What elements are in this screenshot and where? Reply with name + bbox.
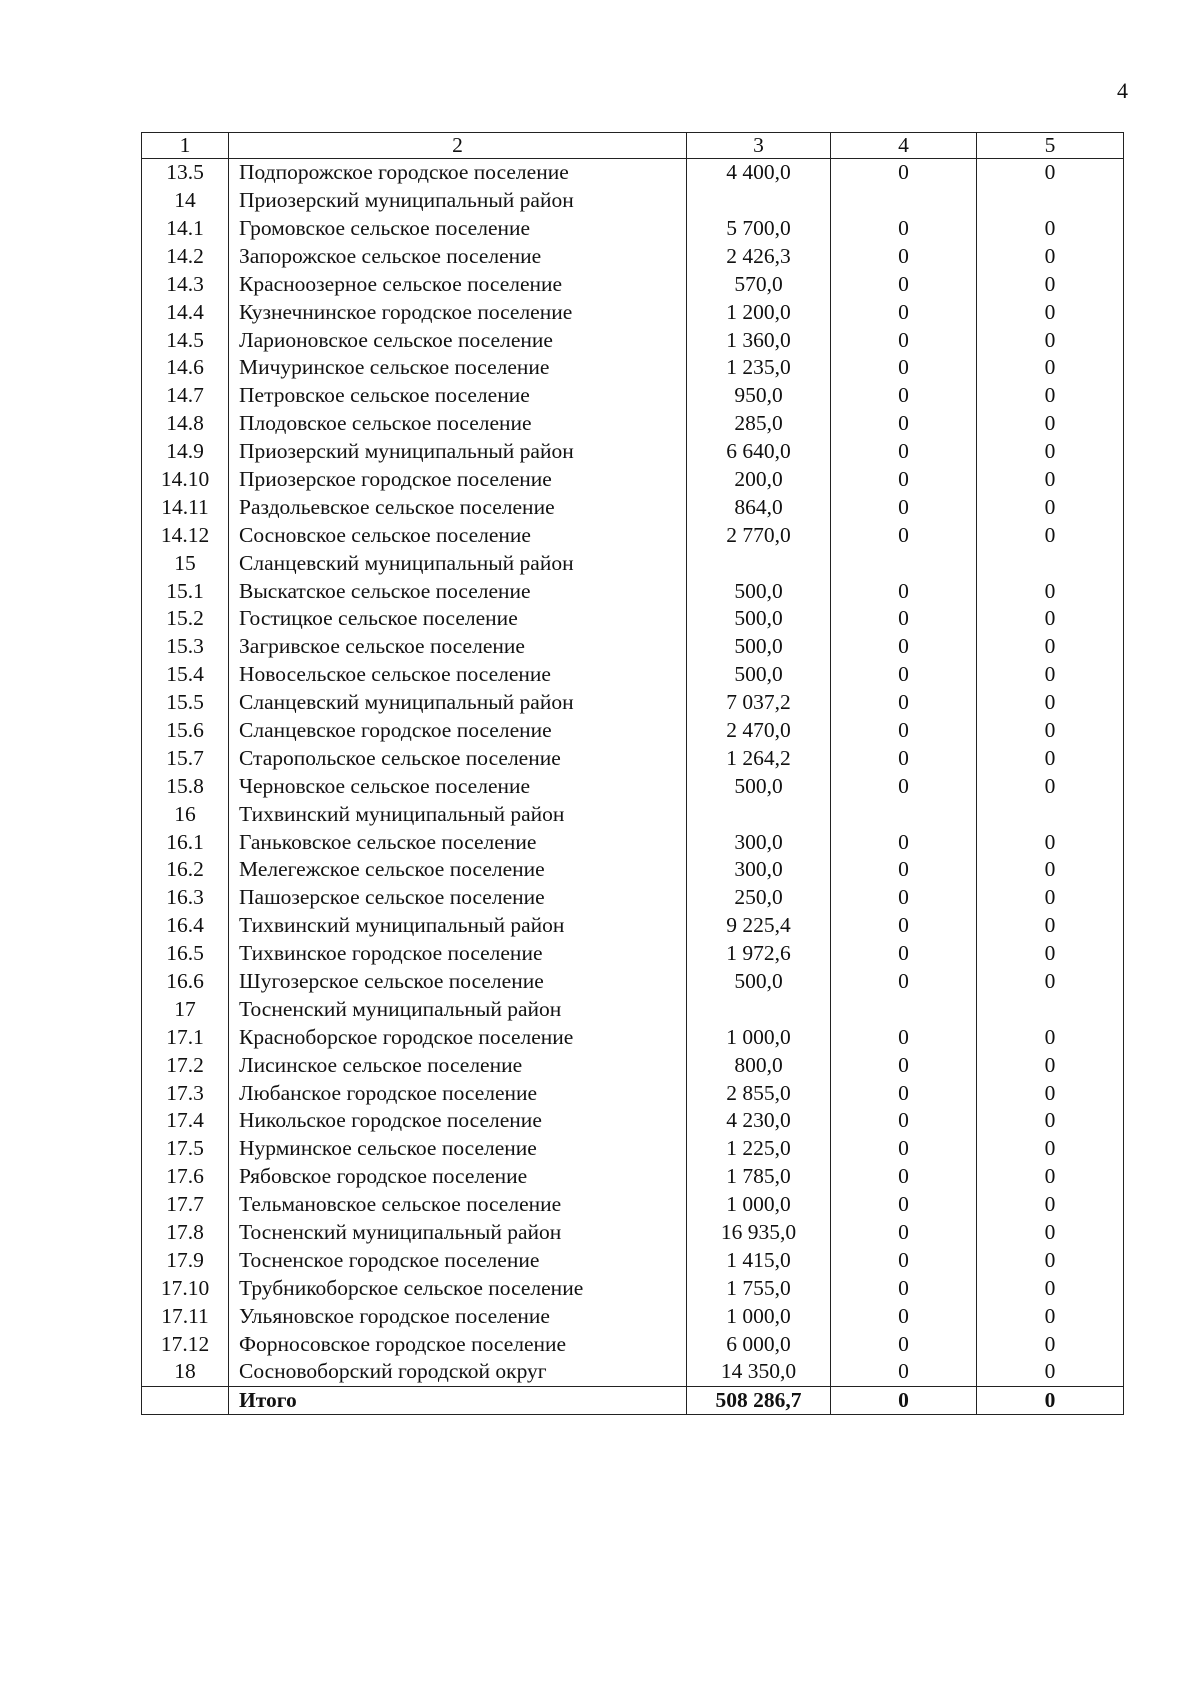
table-row [142, 382, 1124, 410]
table-row [142, 661, 1124, 689]
col5-value-cell: 0 [977, 1275, 1124, 1303]
row-number-cell: 17.12 [142, 1330, 229, 1358]
col5-value-cell: 0 [977, 1079, 1124, 1107]
table-row [142, 243, 1124, 271]
col3-value-cell: 1 360,0 [687, 326, 831, 354]
col5-value-cell: 0 [977, 912, 1124, 940]
col3-value-cell: 500,0 [687, 577, 831, 605]
table-footer [142, 1387, 1124, 1415]
col3-value-cell: 1 755,0 [687, 1275, 831, 1303]
table-row [142, 1303, 1124, 1331]
municipality-name-cell: Сосновское сельское поселение [229, 522, 687, 550]
row-number-cell: 17.9 [142, 1247, 229, 1275]
municipality-name-cell: Громовское сельское поселение [229, 215, 687, 243]
col3-value-cell: 1 200,0 [687, 298, 831, 326]
col5-value-cell: 0 [977, 1052, 1124, 1080]
row-number-cell: 17.7 [142, 1191, 229, 1219]
municipality-name-cell: Сланцевский муниципальный район [229, 549, 687, 577]
row-number-cell: 17.10 [142, 1275, 229, 1303]
table-row [142, 1191, 1124, 1219]
col4-value-cell: 0 [831, 661, 977, 689]
table-row [142, 549, 1124, 577]
municipality-name-cell: Петровское сельское поселение [229, 382, 687, 410]
municipality-name-cell: Новосельское сельское поселение [229, 661, 687, 689]
table-row [142, 940, 1124, 968]
municipality-name-cell: Красноборское городское поселение [229, 1024, 687, 1052]
table-row [142, 271, 1124, 299]
table-row [142, 326, 1124, 354]
row-number-cell: 17.1 [142, 1024, 229, 1052]
col5-value-cell [977, 800, 1124, 828]
col3-value-cell: 250,0 [687, 884, 831, 912]
table-body [142, 159, 1124, 1387]
col4-value-cell: 0 [831, 717, 977, 745]
col3-value-cell: 4 230,0 [687, 1107, 831, 1135]
row-number-cell: 15.3 [142, 633, 229, 661]
col4-value-cell: 0 [831, 215, 977, 243]
municipality-name-cell: Приозерское городское поселение [229, 466, 687, 494]
row-number-cell: 15.7 [142, 745, 229, 773]
col3-value-cell [687, 187, 831, 215]
total-num-cell [142, 1387, 229, 1415]
row-number-cell: 17 [142, 996, 229, 1024]
row-number-cell: 17.5 [142, 1135, 229, 1163]
municipality-name-cell: Нурминское сельское поселение [229, 1135, 687, 1163]
municipality-name-cell: Красноозерное сельское поселение [229, 271, 687, 299]
row-number-cell: 15.2 [142, 605, 229, 633]
col5-value-cell: 0 [977, 354, 1124, 382]
col5-value-cell: 0 [977, 1163, 1124, 1191]
row-number-cell: 16.1 [142, 828, 229, 856]
header-col-4: 4 [831, 133, 977, 159]
col3-value-cell: 1 972,6 [687, 940, 831, 968]
col3-value-cell: 4 400,0 [687, 159, 831, 187]
municipality-name-cell: Шугозерское сельское поселение [229, 968, 687, 996]
table-row [142, 1330, 1124, 1358]
col4-value-cell: 0 [831, 1163, 977, 1191]
col5-value-cell: 0 [977, 410, 1124, 438]
col3-value-cell: 16 935,0 [687, 1219, 831, 1247]
col4-value-cell [831, 800, 977, 828]
col4-value-cell: 0 [831, 745, 977, 773]
header-row [142, 133, 1124, 159]
col3-value-cell [687, 996, 831, 1024]
col3-value-cell: 1 264,2 [687, 745, 831, 773]
col5-value-cell: 0 [977, 828, 1124, 856]
table-row [142, 1247, 1124, 1275]
col4-value-cell: 0 [831, 577, 977, 605]
col4-value-cell: 0 [831, 243, 977, 271]
municipality-name-cell: Трубникоборское сельское поселение [229, 1275, 687, 1303]
row-number-cell: 17.4 [142, 1107, 229, 1135]
row-number-cell: 17.2 [142, 1052, 229, 1080]
row-number-cell: 14 [142, 187, 229, 215]
col3-value-cell: 14 350,0 [687, 1358, 831, 1386]
table-row [142, 494, 1124, 522]
col3-value-cell: 2 426,3 [687, 243, 831, 271]
table-row [142, 410, 1124, 438]
header-col-1: 1 [142, 133, 229, 159]
municipality-name-cell: Форносовское городское поселение [229, 1330, 687, 1358]
row-number-cell: 17.8 [142, 1219, 229, 1247]
col5-value-cell [977, 187, 1124, 215]
col5-value-cell: 0 [977, 1330, 1124, 1358]
municipality-name-cell: Приозерский муниципальный район [229, 187, 687, 215]
municipality-name-cell: Выскатское сельское поселение [229, 577, 687, 605]
col5-value-cell: 0 [977, 605, 1124, 633]
municipality-name-cell: Подпорожское городское поселение [229, 159, 687, 187]
col5-value-cell: 0 [977, 633, 1124, 661]
col4-value-cell: 0 [831, 1191, 977, 1219]
table-row [142, 1107, 1124, 1135]
col5-value-cell: 0 [977, 1358, 1124, 1386]
col3-value-cell: 1 415,0 [687, 1247, 831, 1275]
col4-value-cell: 0 [831, 438, 977, 466]
table-row [142, 912, 1124, 940]
col3-value-cell: 285,0 [687, 410, 831, 438]
col4-value-cell: 0 [831, 856, 977, 884]
municipality-name-cell: Ганьковское сельское поселение [229, 828, 687, 856]
row-number-cell: 14.1 [142, 215, 229, 243]
row-number-cell: 14.5 [142, 326, 229, 354]
col5-value-cell: 0 [977, 1303, 1124, 1331]
col5-value-cell: 0 [977, 215, 1124, 243]
row-number-cell: 14.6 [142, 354, 229, 382]
col4-value-cell: 0 [831, 828, 977, 856]
col3-value-cell: 1 000,0 [687, 1024, 831, 1052]
col3-value-cell: 7 037,2 [687, 689, 831, 717]
municipality-name-cell: Лисинское сельское поселение [229, 1052, 687, 1080]
col3-value-cell: 300,0 [687, 856, 831, 884]
col3-value-cell: 500,0 [687, 661, 831, 689]
col5-value-cell: 0 [977, 243, 1124, 271]
col3-value-cell: 9 225,4 [687, 912, 831, 940]
col5-value-cell: 0 [977, 1219, 1124, 1247]
col3-value-cell [687, 549, 831, 577]
municipality-name-cell: Никольское городское поселение [229, 1107, 687, 1135]
municipality-name-cell: Гостицкое сельское поселение [229, 605, 687, 633]
table-row [142, 1275, 1124, 1303]
col4-value-cell: 0 [831, 354, 977, 382]
col5-value-cell: 0 [977, 298, 1124, 326]
table-row [142, 1135, 1124, 1163]
municipality-name-cell: Приозерский муниципальный район [229, 438, 687, 466]
col3-value-cell: 6 640,0 [687, 438, 831, 466]
total-col4: 0 [831, 1387, 977, 1415]
col3-value-cell: 1 000,0 [687, 1303, 831, 1331]
col3-value-cell: 1 785,0 [687, 1163, 831, 1191]
municipality-name-cell: Пашозерское сельское поселение [229, 884, 687, 912]
col3-value-cell: 2 855,0 [687, 1079, 831, 1107]
col4-value-cell: 0 [831, 326, 977, 354]
col5-value-cell: 0 [977, 661, 1124, 689]
col3-value-cell: 500,0 [687, 605, 831, 633]
col5-value-cell: 0 [977, 159, 1124, 187]
col5-value-cell: 0 [977, 382, 1124, 410]
row-number-cell: 15 [142, 549, 229, 577]
table-row [142, 1219, 1124, 1247]
table-row [142, 354, 1124, 382]
col4-value-cell: 0 [831, 382, 977, 410]
col5-value-cell: 0 [977, 326, 1124, 354]
table-row [142, 689, 1124, 717]
col4-value-cell [831, 187, 977, 215]
municipality-name-cell: Запорожское сельское поселение [229, 243, 687, 271]
col5-value-cell: 0 [977, 271, 1124, 299]
col5-value-cell: 0 [977, 522, 1124, 550]
col5-value-cell: 0 [977, 1247, 1124, 1275]
col4-value-cell [831, 549, 977, 577]
col5-value-cell: 0 [977, 577, 1124, 605]
row-number-cell: 14.4 [142, 298, 229, 326]
municipality-name-cell: Тихвинский муниципальный район [229, 912, 687, 940]
col5-value-cell: 0 [977, 438, 1124, 466]
header-col-3: 3 [687, 133, 831, 159]
municipality-name-cell: Мичуринское сельское поселение [229, 354, 687, 382]
col4-value-cell: 0 [831, 968, 977, 996]
table-row [142, 856, 1124, 884]
municipality-name-cell: Плодовское сельское поселение [229, 410, 687, 438]
municipality-name-cell: Раздольевское сельское поселение [229, 494, 687, 522]
col5-value-cell [977, 996, 1124, 1024]
total-row [142, 1387, 1124, 1415]
row-number-cell: 14.3 [142, 271, 229, 299]
municipality-name-cell: Старопольское сельское поселение [229, 745, 687, 773]
col5-value-cell: 0 [977, 1024, 1124, 1052]
col5-value-cell: 0 [977, 466, 1124, 494]
municipality-name-cell: Черновское сельское поселение [229, 773, 687, 801]
municipality-name-cell: Тихвинское городское поселение [229, 940, 687, 968]
row-number-cell: 14.7 [142, 382, 229, 410]
col4-value-cell: 0 [831, 884, 977, 912]
table-row [142, 828, 1124, 856]
col5-value-cell: 0 [977, 1107, 1124, 1135]
col5-value-cell [977, 549, 1124, 577]
col3-value-cell: 2 470,0 [687, 717, 831, 745]
table-row [142, 1163, 1124, 1191]
col4-value-cell: 0 [831, 605, 977, 633]
col4-value-cell: 0 [831, 1079, 977, 1107]
header-col-5: 5 [977, 133, 1124, 159]
col5-value-cell: 0 [977, 717, 1124, 745]
col3-value-cell: 2 770,0 [687, 522, 831, 550]
col4-value-cell: 0 [831, 1107, 977, 1135]
col4-value-cell: 0 [831, 522, 977, 550]
row-number-cell: 16.2 [142, 856, 229, 884]
table-row [142, 773, 1124, 801]
row-number-cell: 16.6 [142, 968, 229, 996]
table-row [142, 745, 1124, 773]
row-number-cell: 15.6 [142, 717, 229, 745]
col3-value-cell: 950,0 [687, 382, 831, 410]
table-row [142, 466, 1124, 494]
col4-value-cell: 0 [831, 773, 977, 801]
col3-value-cell: 300,0 [687, 828, 831, 856]
table-row [142, 577, 1124, 605]
col3-value-cell: 500,0 [687, 633, 831, 661]
table-row [142, 800, 1124, 828]
municipality-name-cell: Сланцевский муниципальный район [229, 689, 687, 717]
col4-value-cell: 0 [831, 410, 977, 438]
header-col-2: 2 [229, 133, 687, 159]
table-row [142, 968, 1124, 996]
col3-value-cell: 6 000,0 [687, 1330, 831, 1358]
row-number-cell: 16 [142, 800, 229, 828]
col5-value-cell: 0 [977, 745, 1124, 773]
col5-value-cell: 0 [977, 689, 1124, 717]
col5-value-cell: 0 [977, 856, 1124, 884]
table-row [142, 717, 1124, 745]
col4-value-cell: 0 [831, 912, 977, 940]
col4-value-cell: 0 [831, 1247, 977, 1275]
col3-value-cell: 500,0 [687, 968, 831, 996]
municipality-name-cell: Тосненский муниципальный район [229, 1219, 687, 1247]
row-number-cell: 17.3 [142, 1079, 229, 1107]
col4-value-cell: 0 [831, 1330, 977, 1358]
col4-value-cell: 0 [831, 1024, 977, 1052]
allocation-table [141, 132, 1124, 1415]
total-col3: 508 286,7 [687, 1387, 831, 1415]
col4-value-cell: 0 [831, 298, 977, 326]
col5-value-cell: 0 [977, 1135, 1124, 1163]
col4-value-cell: 0 [831, 159, 977, 187]
row-number-cell: 14.8 [142, 410, 229, 438]
row-number-cell: 15.1 [142, 577, 229, 605]
table-row [142, 1358, 1124, 1386]
col3-value-cell: 500,0 [687, 773, 831, 801]
table-row [142, 159, 1124, 187]
municipality-name-cell: Рябовское городское поселение [229, 1163, 687, 1191]
municipality-name-cell: Тихвинский муниципальный район [229, 800, 687, 828]
table-row [142, 633, 1124, 661]
col5-value-cell: 0 [977, 1191, 1124, 1219]
col3-value-cell: 800,0 [687, 1052, 831, 1080]
table-header [142, 133, 1124, 159]
col3-value-cell [687, 800, 831, 828]
col4-value-cell: 0 [831, 633, 977, 661]
col4-value-cell: 0 [831, 271, 977, 299]
col4-value-cell [831, 996, 977, 1024]
col4-value-cell: 0 [831, 1052, 977, 1080]
row-number-cell: 14.12 [142, 522, 229, 550]
col3-value-cell: 1 000,0 [687, 1191, 831, 1219]
row-number-cell: 14.9 [142, 438, 229, 466]
row-number-cell: 16.5 [142, 940, 229, 968]
total-label: Итого [229, 1387, 687, 1415]
row-number-cell: 15.8 [142, 773, 229, 801]
municipality-name-cell: Тосненское городское поселение [229, 1247, 687, 1275]
row-number-cell: 15.4 [142, 661, 229, 689]
table-row [142, 522, 1124, 550]
row-number-cell: 14.11 [142, 494, 229, 522]
municipality-name-cell: Кузнечнинское городское поселение [229, 298, 687, 326]
municipality-name-cell: Ларионовское сельское поселение [229, 326, 687, 354]
col4-value-cell: 0 [831, 1219, 977, 1247]
col4-value-cell: 0 [831, 940, 977, 968]
col5-value-cell: 0 [977, 773, 1124, 801]
col3-value-cell: 864,0 [687, 494, 831, 522]
row-number-cell: 16.4 [142, 912, 229, 940]
col4-value-cell: 0 [831, 1275, 977, 1303]
col4-value-cell: 0 [831, 494, 977, 522]
municipality-name-cell: Мелегежское сельское поселение [229, 856, 687, 884]
table-row [142, 1052, 1124, 1080]
col4-value-cell: 0 [831, 1358, 977, 1386]
municipality-name-cell: Ульяновское городское поселение [229, 1303, 687, 1331]
table-row [142, 884, 1124, 912]
col5-value-cell: 0 [977, 968, 1124, 996]
row-number-cell: 14.10 [142, 466, 229, 494]
municipality-name-cell: Сосновоборский городской округ [229, 1358, 687, 1386]
col3-value-cell: 200,0 [687, 466, 831, 494]
row-number-cell: 18 [142, 1358, 229, 1386]
col4-value-cell: 0 [831, 1303, 977, 1331]
page-number: 4 [1117, 78, 1128, 103]
table-row [142, 438, 1124, 466]
table-row [142, 1079, 1124, 1107]
total-col5: 0 [977, 1387, 1124, 1415]
municipality-name-cell: Загривское сельское поселение [229, 633, 687, 661]
row-number-cell: 13.5 [142, 159, 229, 187]
municipality-name-cell: Сланцевское городское поселение [229, 717, 687, 745]
row-number-cell: 17.6 [142, 1163, 229, 1191]
municipality-name-cell: Тосненский муниципальный район [229, 996, 687, 1024]
table-row [142, 215, 1124, 243]
col3-value-cell: 5 700,0 [687, 215, 831, 243]
table-row [142, 996, 1124, 1024]
col3-value-cell: 1 235,0 [687, 354, 831, 382]
col4-value-cell: 0 [831, 1135, 977, 1163]
col5-value-cell: 0 [977, 494, 1124, 522]
row-number-cell: 16.3 [142, 884, 229, 912]
row-number-cell: 15.5 [142, 689, 229, 717]
col5-value-cell: 0 [977, 940, 1124, 968]
municipality-name-cell: Любанское городское поселение [229, 1079, 687, 1107]
table-row [142, 605, 1124, 633]
col3-value-cell: 570,0 [687, 271, 831, 299]
table-row [142, 1024, 1124, 1052]
col3-value-cell: 1 225,0 [687, 1135, 831, 1163]
col4-value-cell: 0 [831, 689, 977, 717]
table-row [142, 298, 1124, 326]
municipality-name-cell: Тельмановское сельское поселение [229, 1191, 687, 1219]
col4-value-cell: 0 [831, 466, 977, 494]
table-row [142, 187, 1124, 215]
col5-value-cell: 0 [977, 884, 1124, 912]
row-number-cell: 17.11 [142, 1303, 229, 1331]
row-number-cell: 14.2 [142, 243, 229, 271]
